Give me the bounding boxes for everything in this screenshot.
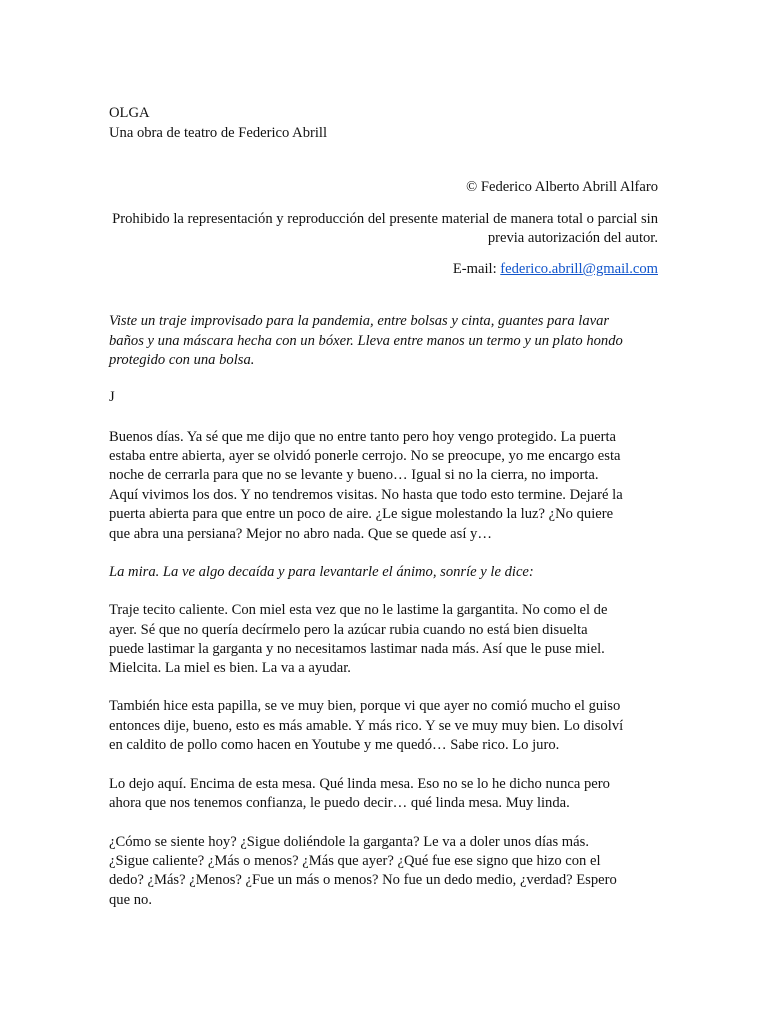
- dialogue-line: entonces dije, bueno, esto es más amable. Y más rico. Y se ve muy muy bien. Lo disolví: [109, 718, 624, 734]
- email-link[interactable]: federico.abrill@gmail.com: [500, 261, 658, 277]
- email-label: E-mail:: [452, 261, 501, 277]
- dialogue-line: dedo? ¿Más? ¿Menos? ¿Fue un más o menos? No fue un dedo medio, ¿verdad? Espero: [109, 872, 617, 888]
- stage-direction-line: La mira. La ve algo decaída y para levantarle el ánimo, sonríe y le dice:: [109, 564, 534, 580]
- dialogue-line: ¿Sigue caliente? ¿Más o menos? ¿Más que ayer? ¿Qué fue ese signo que hizo con el: [109, 853, 601, 869]
- play-subtitle: Una obra de teatro de Federico Abrill: [109, 125, 328, 141]
- rights-notice-line-2: previa autorización del autor.: [487, 230, 658, 246]
- dialogue-line: que abra una persiana? Mejor no abro nada. Que se quede así y…: [109, 526, 492, 542]
- dialogue-line: Traje tecito caliente. Con miel esta vez que no le lastime la gargantita. No como el de: [109, 602, 608, 618]
- dialogue-line: ayer. Sé que no quería decírmelo pero la azúcar rubia cuando no está bien disuelta: [109, 622, 588, 638]
- dialogue-line: noche de cerrarla para que no se levante y bueno… Igual si no la cierra, no importa.: [109, 467, 599, 483]
- rights-notice-line-1: Prohibido la representación y reproducción del presente material de manera total o parcial sin: [112, 211, 658, 227]
- stage-direction-line: protegido con una bolsa.: [109, 352, 255, 368]
- dialogue-line: ¿Cómo se siente hoy? ¿Sigue doliéndole la garganta? Le va a doler unos días más.: [109, 834, 589, 850]
- copyright-notice: © Federico Alberto Abrill Alfaro: [466, 179, 658, 195]
- dialogue-line: puede lastimar la garganta y no necesitamos lastimar nada más. Así que le puse miel.: [109, 641, 605, 657]
- dialogue-line: Lo dejo aquí. Encima de esta mesa. Qué linda mesa. Eso no se lo he dicho nunca pero: [109, 776, 610, 792]
- character-name: J: [109, 389, 115, 405]
- dialogue-line: Mielcita. La miel es bien. La va a ayudar.: [109, 660, 351, 676]
- dialogue-line: ahora que nos tenemos confianza, le puedo decir… qué linda mesa. Muy linda.: [109, 795, 570, 811]
- dialogue-line: estaba entre abierta, ayer se olvidó ponerle cerrojo. No se preocupe, yo me encargo esta: [109, 448, 621, 464]
- dialogue-line: en caldito de pollo como hacen en Youtube y me quedó… Sabe rico. Lo juro.: [109, 737, 560, 753]
- email-contact: [453, 260, 658, 279]
- dialogue-line: que no.: [109, 892, 152, 908]
- dialogue-line: También hice esta papilla, se ve muy bien, porque vi que ayer no comió mucho el guiso: [109, 698, 621, 714]
- dialogue-line: Buenos días. Ya sé que me dijo que no entre tanto pero hoy vengo protegido. La puerta: [109, 429, 617, 445]
- stage-direction-line: Viste un traje improvisado para la pandemia, entre bolsas y cinta, guantes para lavar: [109, 313, 610, 329]
- dialogue-line: puerta abierta para que entre un poco de aire. ¿Le sigue molestando la luz? ¿No quiere: [109, 506, 614, 522]
- dialogue-line: Aquí vivimos los dos. Y no tendremos visitas. No hasta que todo esto termine. Dejaré la: [109, 487, 623, 503]
- stage-direction-line: baños y una máscara hecha con un bóxer. Lleva entre manos un termo y un plato hondo: [109, 333, 623, 349]
- play-title: OLGA: [109, 105, 150, 121]
